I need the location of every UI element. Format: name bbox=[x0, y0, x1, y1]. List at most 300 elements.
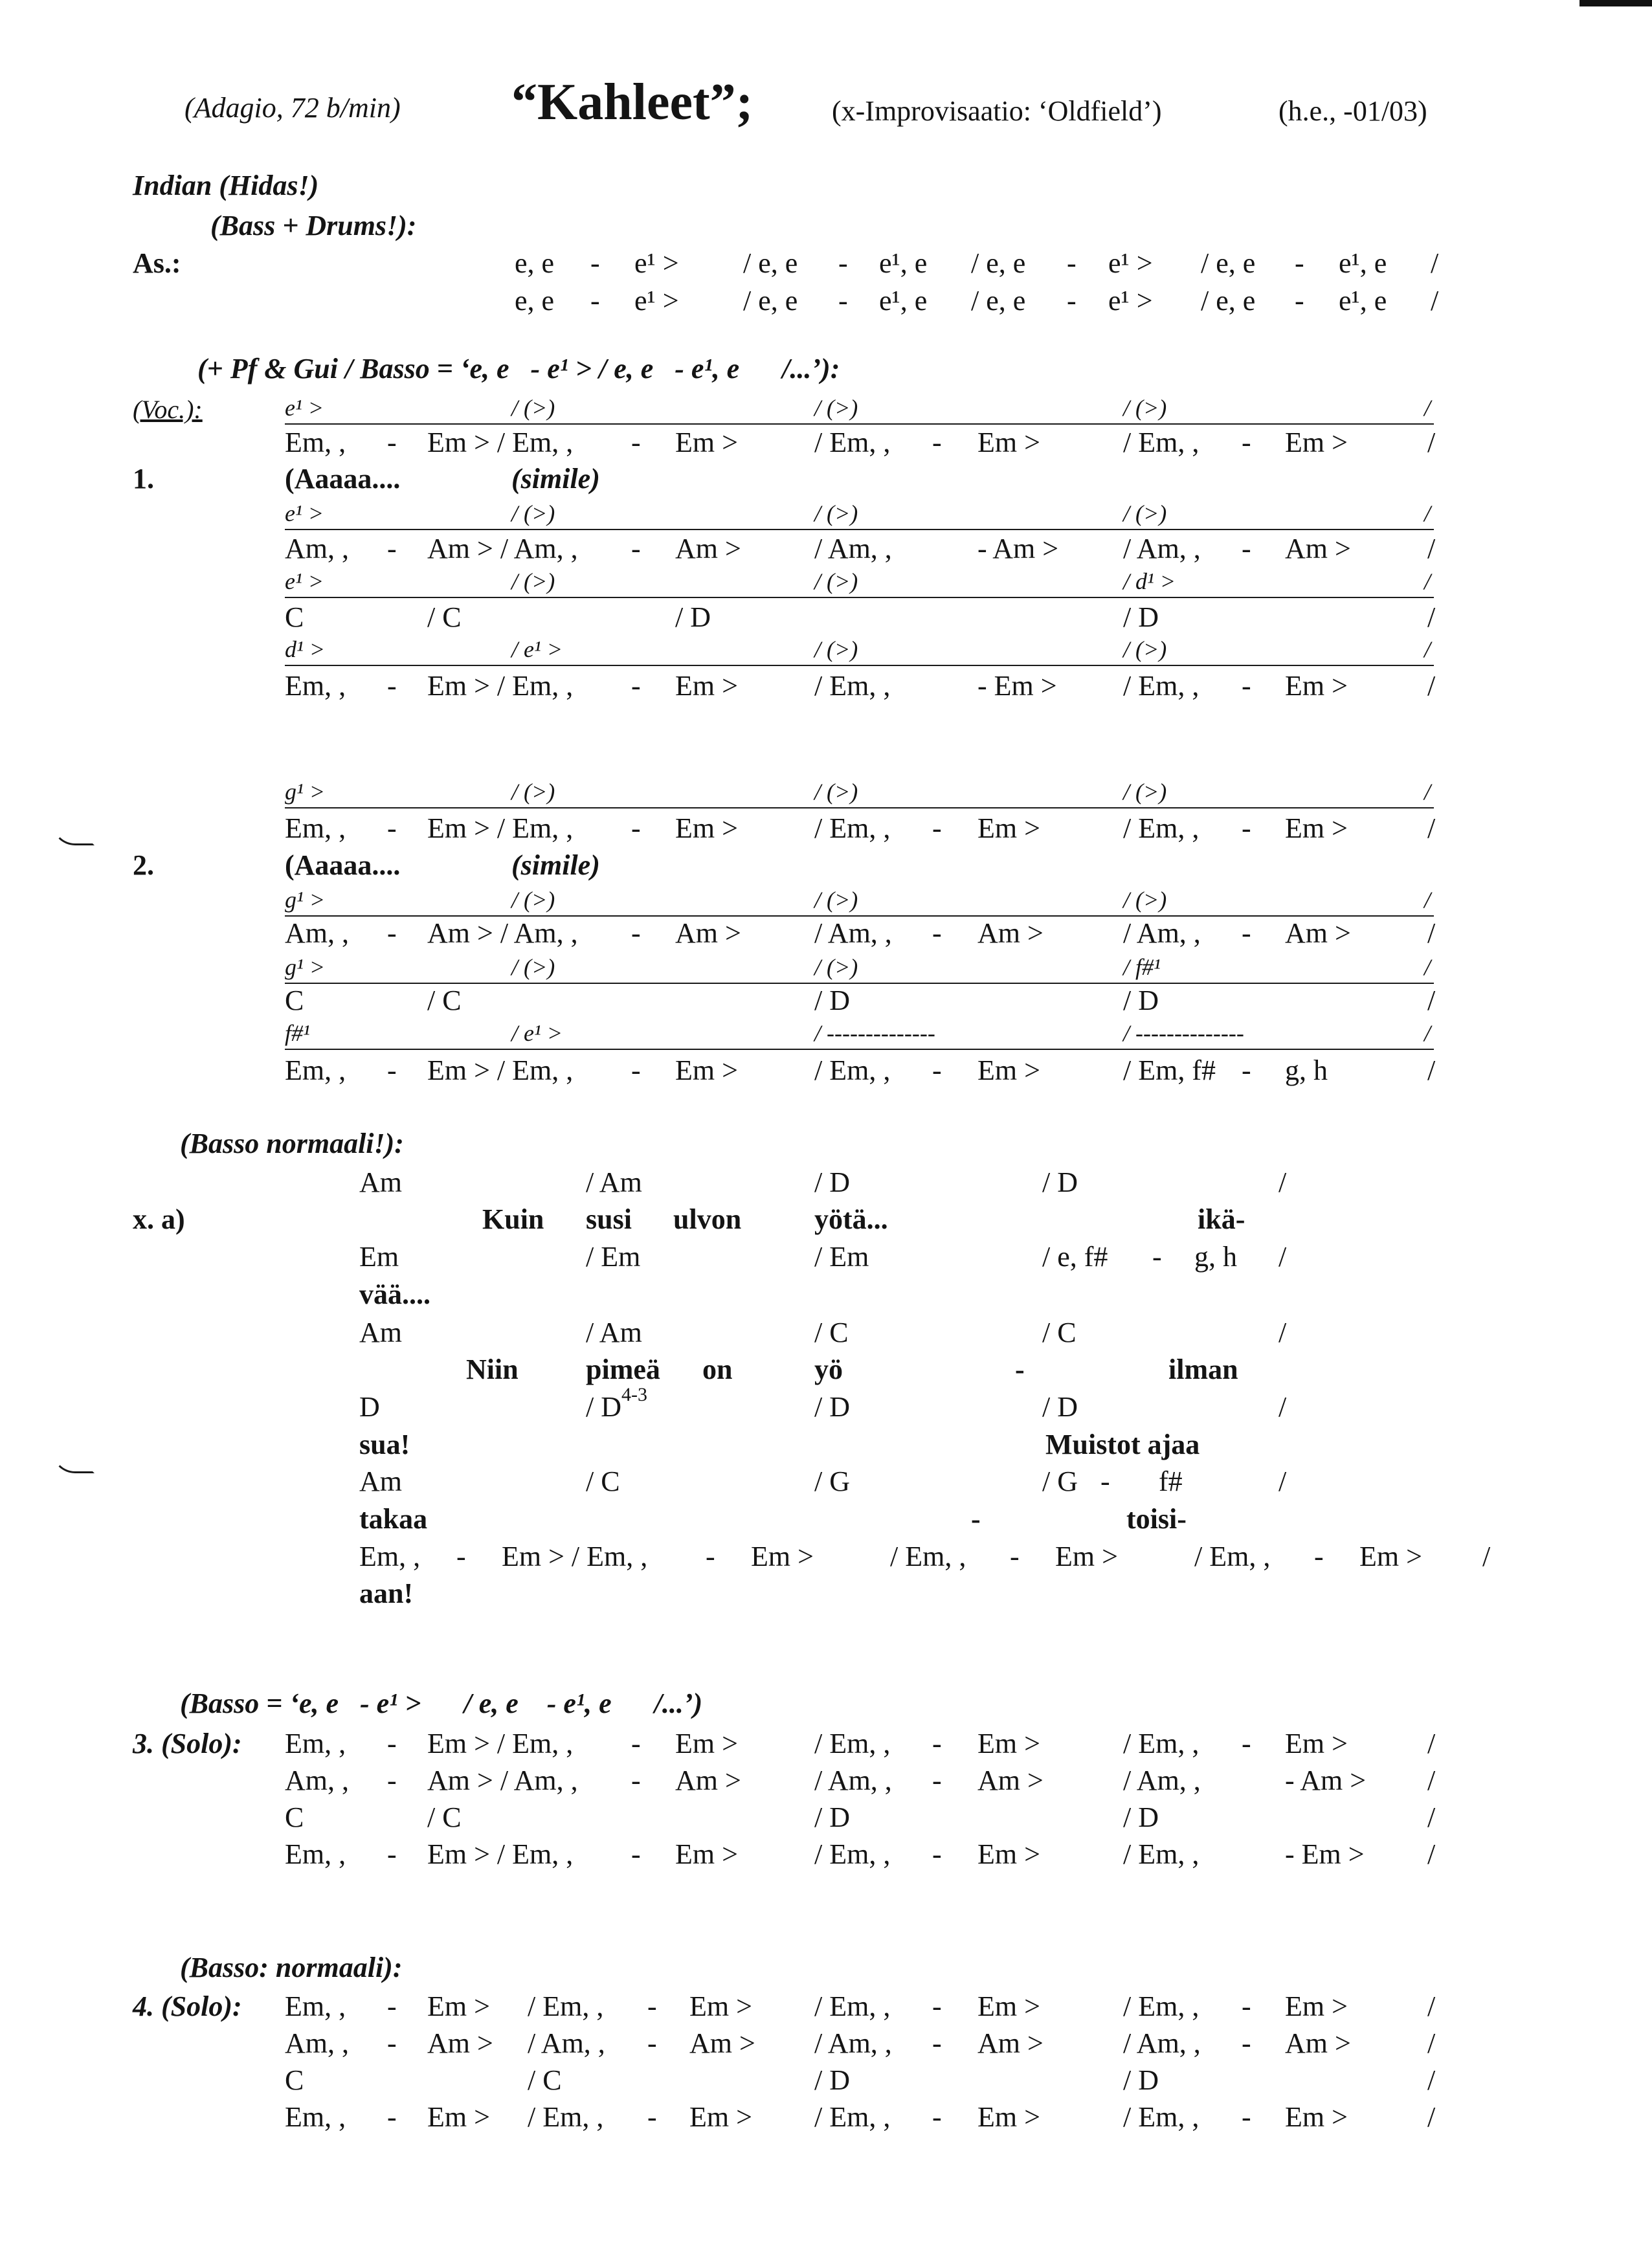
chord-cell: / Am, , bbox=[814, 1765, 892, 1796]
chord-cell: / Am, , bbox=[1123, 533, 1201, 564]
lyric-word: pimeä bbox=[586, 1354, 660, 1385]
bass-pattern-cell: / e, e bbox=[1201, 285, 1256, 317]
chord-cell: Em > bbox=[751, 1541, 814, 1572]
chord-cell: / Em, , bbox=[814, 670, 891, 702]
scan-edge bbox=[1579, 0, 1652, 6]
voc-note: / e¹ > bbox=[511, 1020, 563, 1046]
chord-cell: / C bbox=[586, 1466, 620, 1497]
chord-cell: - bbox=[932, 1990, 942, 2022]
chord-cell: - Em > bbox=[1285, 1838, 1365, 1870]
chord-cell: - bbox=[1152, 1241, 1162, 1273]
chord-cell: / Em, , bbox=[1123, 812, 1200, 844]
chord-cell: Am > bbox=[1285, 2027, 1351, 2059]
chord-cell: - bbox=[387, 812, 397, 844]
chord-cell: / C bbox=[1042, 1317, 1077, 1348]
bass-pattern-cell: e¹, e bbox=[1339, 247, 1387, 279]
chord-cell: Am bbox=[359, 1317, 402, 1348]
margin-mark bbox=[52, 1450, 95, 1473]
bass-pattern-cell: / e, e bbox=[971, 247, 1026, 279]
chord-cell: Em > bbox=[1285, 1728, 1348, 1759]
chord-cell: / bbox=[1427, 670, 1436, 702]
chord-cell: / bbox=[1427, 917, 1436, 949]
chord-cell: / Em, f# bbox=[1123, 1054, 1216, 1086]
staff-line bbox=[285, 983, 1434, 984]
chord-cell: - bbox=[456, 1541, 466, 1572]
lyric-word: - bbox=[971, 1503, 981, 1535]
chord-cell: - bbox=[1242, 1054, 1251, 1086]
chord-cell: / Am bbox=[586, 1166, 642, 1198]
lyric-word: ikä- bbox=[1198, 1203, 1245, 1235]
voc-note: f#¹ bbox=[285, 1020, 310, 1046]
chord-cell: / C bbox=[814, 1317, 849, 1348]
chord-cell: / Em, , bbox=[528, 2101, 604, 2133]
voc-note: / (>) bbox=[1123, 636, 1167, 662]
voc-note: e¹ > bbox=[285, 395, 324, 421]
chord-cell: - bbox=[1242, 1728, 1251, 1759]
chord-cell: - Em > bbox=[977, 670, 1057, 702]
chord-cell: / Em, , bbox=[528, 1990, 604, 2022]
chord-cell: / D bbox=[814, 985, 850, 1016]
chord-cell: - bbox=[1242, 670, 1251, 702]
chord-cell: / Em, , bbox=[1123, 2101, 1200, 2133]
chord-cell: - bbox=[387, 1990, 397, 2022]
chord-cell: / Em, , bbox=[814, 1054, 891, 1086]
staff-line bbox=[285, 597, 1434, 598]
chord-cell: / D bbox=[675, 601, 711, 633]
chord-cell: Em > bbox=[675, 670, 738, 702]
chord-cell: Am bbox=[359, 1166, 402, 1198]
chord-cell: Am > bbox=[977, 2027, 1044, 2059]
chord-cell: Em > bbox=[675, 812, 738, 844]
bass-pattern-cell: - bbox=[1295, 285, 1304, 317]
chord-cell: / bbox=[1427, 1765, 1436, 1796]
voc-note: / (>) bbox=[814, 954, 858, 980]
chord-cell: / Am, , bbox=[814, 533, 892, 564]
chord-cell: Am > bbox=[675, 533, 741, 564]
lyric-word: ulvon bbox=[673, 1203, 742, 1235]
lyric-word: - bbox=[1015, 1354, 1025, 1385]
section4-label: 4. (Solo): bbox=[133, 1990, 242, 2022]
bass-pattern-cell: e, e bbox=[515, 285, 555, 317]
chord-cell: - bbox=[631, 1054, 641, 1086]
chord-cell: Am > / Am, , bbox=[427, 917, 578, 949]
chord-cell: - bbox=[1242, 427, 1251, 458]
voc-note: d¹ > bbox=[285, 636, 326, 662]
chord-cell: - bbox=[932, 1838, 942, 1870]
chord-cell: Em > / Em, , bbox=[427, 1838, 574, 1870]
chord-cell: Em, , bbox=[285, 1838, 346, 1870]
chord-cell: / G bbox=[814, 1466, 850, 1497]
chord-cell: Em, , bbox=[285, 1728, 346, 1759]
chord-cell: - bbox=[932, 917, 942, 949]
voc-note: / (>) bbox=[511, 887, 555, 913]
chord-cell: / bbox=[1278, 1317, 1287, 1348]
bass-pattern-cell: e¹, e bbox=[1339, 285, 1387, 317]
lyric-word: Niin bbox=[466, 1354, 519, 1385]
voc-note: / (>) bbox=[814, 779, 858, 805]
sectionx-label: x. a) bbox=[133, 1203, 185, 1235]
chord-cell: Em > / Em, , bbox=[427, 1728, 574, 1759]
chord-cell: / Am bbox=[586, 1317, 642, 1348]
lyric-word: ilman bbox=[1168, 1354, 1238, 1385]
chord-cell: / bbox=[1278, 1466, 1287, 1497]
voc-note: / (>) bbox=[1123, 779, 1167, 805]
chord-cell: / bbox=[1427, 601, 1436, 633]
chord-cell: C bbox=[285, 1801, 304, 1833]
chord-cell: - bbox=[647, 1990, 657, 2022]
bass-pattern-cell: - bbox=[838, 247, 848, 279]
chord-cell: - bbox=[1242, 533, 1251, 564]
voc-note: / bbox=[1424, 887, 1431, 913]
chord-cell: Am > bbox=[977, 1765, 1044, 1796]
chord-cell: / D bbox=[814, 1391, 850, 1423]
bass-pattern-cell: e¹ > bbox=[634, 247, 679, 279]
chord-cell: - bbox=[1242, 917, 1251, 949]
chord-cell: Em > bbox=[427, 1990, 490, 2022]
chord-cell: / bbox=[1427, 427, 1436, 458]
chord-cell: Em > / Em, , bbox=[427, 1054, 574, 1086]
chord-cell: Em bbox=[359, 1241, 399, 1273]
chord-cell: - bbox=[1010, 1541, 1020, 1572]
chord-cell: / Am, , bbox=[1123, 2027, 1201, 2059]
chord-cell: / Am, , bbox=[528, 2027, 605, 2059]
chord-cell: Em > bbox=[1055, 1541, 1118, 1572]
chord-cell: / bbox=[1427, 2027, 1436, 2059]
chord-cell: / D bbox=[814, 2064, 850, 2096]
chord-cell: Em > bbox=[689, 1990, 752, 2022]
chord-cell: Am > bbox=[1285, 917, 1351, 949]
chord-cell: - bbox=[932, 1054, 942, 1086]
chord-cell: Am > bbox=[977, 917, 1044, 949]
chord-cell: / bbox=[1427, 1801, 1436, 1833]
bass-pattern-cell: e¹ > bbox=[634, 285, 679, 317]
voc-note: / (>) bbox=[511, 568, 555, 594]
chord-cell: Em > bbox=[1285, 812, 1348, 844]
voc-note: / f#¹ bbox=[1123, 954, 1161, 980]
chord-cell: / Em bbox=[586, 1241, 641, 1273]
bass-pattern-cell: - bbox=[590, 285, 600, 317]
chord-cell: - bbox=[932, 1765, 942, 1796]
chord-cell: Em > bbox=[675, 1054, 738, 1086]
chord-cell: - bbox=[387, 533, 397, 564]
chord-cell: / Em, , bbox=[1194, 1541, 1271, 1572]
voc-note: / bbox=[1424, 500, 1431, 526]
voc-note: / -------------- bbox=[814, 1020, 935, 1046]
chord-cell: - bbox=[387, 917, 397, 949]
chord-cell: / Em, , bbox=[1123, 1728, 1200, 1759]
chord-cell: / G bbox=[1042, 1466, 1078, 1497]
chord-cell: Em > bbox=[977, 1054, 1040, 1086]
chord-cell: / Em, , bbox=[1123, 1838, 1200, 1870]
chord-cell: - bbox=[631, 1838, 641, 1870]
voc-note: / (>) bbox=[814, 500, 858, 526]
voc-note: / bbox=[1424, 779, 1431, 805]
chord-cell: - bbox=[387, 2027, 397, 2059]
section2-aaa: (Aaaaa.... bbox=[285, 849, 401, 881]
bass-pattern-cell: e, e bbox=[515, 247, 555, 279]
chord-cell: - bbox=[1242, 812, 1251, 844]
chord-cell: Em > bbox=[1285, 670, 1348, 702]
chord-cell: / bbox=[1427, 812, 1436, 844]
chord-cell: - bbox=[647, 2027, 657, 2059]
chord-cell: Em > / Em, , bbox=[427, 812, 574, 844]
voc-note: / (>) bbox=[814, 636, 858, 662]
author-date: (h.e., -01/03) bbox=[1278, 95, 1427, 127]
voc-note: / bbox=[1424, 954, 1431, 980]
chord-cell: - bbox=[1242, 2101, 1251, 2133]
chord-cell: / Em, , bbox=[1123, 427, 1200, 458]
chord-cell: / bbox=[1427, 1054, 1436, 1086]
chord-cell: - bbox=[631, 670, 641, 702]
lyric-word: yötä... bbox=[814, 1203, 888, 1235]
voc-note: / (>) bbox=[511, 954, 555, 980]
staff-line bbox=[285, 665, 1434, 666]
voc-note: / (>) bbox=[814, 395, 858, 421]
chord-cell: - bbox=[387, 1054, 397, 1086]
lyric-word: aan! bbox=[359, 1577, 414, 1609]
chord-cell: Em > bbox=[1285, 427, 1348, 458]
chord-cell: Em > bbox=[1285, 1990, 1348, 2022]
chord-cell: / bbox=[1427, 2101, 1436, 2133]
bass-pattern-cell: - bbox=[1067, 285, 1077, 317]
tempo-marking: (Adagio, 72 b/min) bbox=[184, 92, 401, 124]
voc-note: / bbox=[1424, 636, 1431, 662]
chord-cell: f# bbox=[1159, 1466, 1183, 1497]
chord-cell: / C bbox=[427, 601, 462, 633]
margin-mark bbox=[52, 822, 95, 845]
bass-pattern-cell: / e, e bbox=[743, 247, 798, 279]
chord-cell: / Em, , bbox=[814, 1838, 891, 1870]
chord-cell: - bbox=[387, 1838, 397, 1870]
chord-cell: - bbox=[387, 1728, 397, 1759]
lyric-word: sua! bbox=[359, 1429, 410, 1460]
chord-cell: - bbox=[932, 1728, 942, 1759]
chord-cell: Em > bbox=[977, 1838, 1040, 1870]
bass-pattern-cell: e¹ > bbox=[1108, 285, 1153, 317]
song-title: “Kahleet”; bbox=[511, 74, 753, 131]
chord-cell: Em > / Em, , bbox=[427, 670, 574, 702]
lyric-word: on bbox=[702, 1354, 733, 1385]
staff-line bbox=[285, 1049, 1434, 1050]
lyric-word: yö bbox=[814, 1354, 843, 1385]
chord-cell: Em > bbox=[675, 1728, 738, 1759]
chord-cell: / C bbox=[528, 2064, 562, 2096]
bass-pattern-cell: - bbox=[838, 285, 848, 317]
chord-cell: Em > bbox=[675, 1838, 738, 1870]
chord-cell: - bbox=[932, 2027, 942, 2059]
voc-note: / (>) bbox=[814, 887, 858, 913]
section3-label: 3. (Solo): bbox=[133, 1728, 242, 1759]
chord-cell: Am, , bbox=[285, 533, 349, 564]
as-label: As.: bbox=[133, 247, 181, 279]
section4-heading: (Basso: normaali): bbox=[180, 1952, 403, 1983]
chord-cell: / bbox=[1427, 1728, 1436, 1759]
bass-pattern-cell: / e, e bbox=[743, 285, 798, 317]
chord-cell: C bbox=[285, 601, 304, 633]
intro-instrumentation: (Bass + Drums!): bbox=[210, 210, 417, 241]
chord-cell: Em > / Em, , bbox=[427, 427, 574, 458]
chord-cell: - bbox=[932, 812, 942, 844]
chord-cell: D bbox=[359, 1391, 380, 1423]
chord-cell: Am > bbox=[1285, 533, 1351, 564]
chord-cell: g, h bbox=[1285, 1054, 1328, 1086]
chord-cell: / D bbox=[814, 1166, 850, 1198]
voc-note: / bbox=[1424, 1020, 1431, 1046]
chord-cell: - bbox=[631, 812, 641, 844]
lyric-word: takaa bbox=[359, 1503, 428, 1535]
chord-cell: Am > bbox=[675, 1765, 741, 1796]
section1-number: 1. bbox=[133, 463, 154, 495]
chord-cell: - bbox=[1242, 2027, 1251, 2059]
chord-cell: / Em, , bbox=[814, 427, 891, 458]
bass-pattern-cell: e¹, e bbox=[879, 285, 928, 317]
chord-cell: Em > bbox=[427, 2101, 490, 2133]
chord-cell: - bbox=[1100, 1466, 1110, 1497]
chord-cell: / bbox=[1278, 1241, 1287, 1273]
chord-cell: - bbox=[647, 2101, 657, 2133]
chord-cell: Em, , bbox=[285, 670, 346, 702]
section2-simile: (simile) bbox=[511, 849, 600, 881]
section2-number: 2. bbox=[133, 849, 154, 881]
lyric-word: toisi- bbox=[1126, 1503, 1187, 1535]
lyric-word: vää.... bbox=[359, 1278, 430, 1310]
voc-label: (Voc.): bbox=[133, 395, 203, 424]
staff-line bbox=[285, 423, 1434, 425]
chord-cell: - bbox=[387, 1765, 397, 1796]
chord-cell: / Am, , bbox=[814, 2027, 892, 2059]
staff-line bbox=[285, 915, 1434, 917]
chord-cell: / D bbox=[1123, 2064, 1159, 2096]
chord-cell: / Em, , bbox=[814, 1990, 891, 2022]
chord-cell: - bbox=[932, 2101, 942, 2133]
chord-cell: Am > / Am, , bbox=[427, 1765, 578, 1796]
chord-cell: / Em, , bbox=[1123, 1990, 1200, 2022]
chord-cell: / bbox=[1278, 1391, 1287, 1423]
chord-cell: - bbox=[387, 2101, 397, 2133]
chord-cell: / Em, , bbox=[814, 812, 891, 844]
chord-cell: / D bbox=[586, 1391, 621, 1423]
chord-cell: - bbox=[631, 1765, 641, 1796]
bass-pattern-cell: e¹, e bbox=[879, 247, 928, 279]
chord-cell: Am > bbox=[427, 2027, 493, 2059]
bass-pattern-cell: / bbox=[1431, 247, 1439, 279]
staff-line bbox=[285, 529, 1434, 530]
chord-cell: - Am > bbox=[977, 533, 1059, 564]
chord-cell: / e, f# bbox=[1042, 1241, 1108, 1273]
bass-pattern-cell: / e, e bbox=[1201, 247, 1256, 279]
chord-cell: Em > bbox=[1285, 2101, 1348, 2133]
chord-cell: Em, , bbox=[285, 812, 346, 844]
chord-cell: C bbox=[285, 2064, 304, 2096]
chord-cell: Em, , bbox=[285, 2101, 346, 2133]
chord-cell: Em, , bbox=[285, 1054, 346, 1086]
chord-cell: Em > bbox=[1359, 1541, 1422, 1572]
chord-cell: / bbox=[1427, 2064, 1436, 2096]
chord-cell: / Em, , bbox=[890, 1541, 966, 1572]
chord-cell: Em > / Em, , bbox=[502, 1541, 648, 1572]
chord-cell: - bbox=[631, 427, 641, 458]
chord-cell: / D bbox=[1123, 601, 1159, 633]
chord-cell: Em > bbox=[977, 1990, 1040, 2022]
chord-cell: / D bbox=[1042, 1166, 1078, 1198]
chord-cell: / D bbox=[1123, 985, 1159, 1016]
chord-cell: C bbox=[285, 985, 304, 1016]
section3-heading: (Basso = ‘e, e - e¹ > / e, e - e¹, e /...’) bbox=[180, 1688, 703, 1719]
chord-cell: Em, , bbox=[359, 1541, 421, 1572]
chord-cell: / Am, , bbox=[1123, 917, 1201, 949]
chord-cell: Am > bbox=[689, 2027, 755, 2059]
chord-cell: Em > bbox=[675, 427, 738, 458]
chord-cell: - Am > bbox=[1285, 1765, 1367, 1796]
chord-cell: / Em, , bbox=[814, 1728, 891, 1759]
voc-note: g¹ > bbox=[285, 954, 326, 980]
voc-note: / (>) bbox=[1123, 500, 1167, 526]
voc-note: / (>) bbox=[511, 779, 555, 805]
chord-cell: / D bbox=[1042, 1391, 1078, 1423]
chord-cell: / bbox=[1427, 533, 1436, 564]
voc-note: / d¹ > bbox=[1123, 568, 1176, 594]
chord-cell: / Em bbox=[814, 1241, 869, 1273]
chord-cell: - bbox=[387, 670, 397, 702]
sectionx-heading: (Basso normaali!): bbox=[180, 1128, 404, 1159]
lyric-word: susi bbox=[586, 1203, 632, 1235]
chord-cell: - bbox=[706, 1541, 715, 1572]
chord-cell: Am bbox=[359, 1466, 402, 1497]
chord-cell: Em > bbox=[689, 2101, 752, 2133]
bass-pattern-cell: e¹ > bbox=[1108, 247, 1153, 279]
chord-cell: / D bbox=[814, 1801, 850, 1833]
chord-cell: / C bbox=[427, 1801, 462, 1833]
voc-note: / bbox=[1424, 395, 1431, 421]
chord-cell: Em > bbox=[977, 2101, 1040, 2133]
chord-cell: Am > bbox=[675, 917, 741, 949]
chord-cell: / D bbox=[1123, 1801, 1159, 1833]
chord-cell: - bbox=[387, 427, 397, 458]
chord-cell: / Em, , bbox=[814, 2101, 891, 2133]
chord-cell: - bbox=[631, 1728, 641, 1759]
chord-cell: Am, , bbox=[285, 1765, 349, 1796]
voc-note: g¹ > bbox=[285, 779, 326, 805]
intro-label: Indian (Hidas!) bbox=[133, 170, 319, 201]
lyric-word: Kuin bbox=[482, 1203, 544, 1235]
voc-note: / (>) bbox=[511, 500, 555, 526]
chord-cell: - bbox=[932, 427, 942, 458]
bass-pattern-cell: - bbox=[1295, 247, 1304, 279]
chord-cell: - bbox=[631, 917, 641, 949]
bass-pattern-cell: - bbox=[1067, 247, 1077, 279]
chord-cell: - bbox=[631, 533, 641, 564]
staff-line bbox=[285, 807, 1434, 808]
chord-cell: Em > bbox=[977, 427, 1040, 458]
chord-cell: / Em, , bbox=[1123, 670, 1200, 702]
voc-note: g¹ > bbox=[285, 887, 326, 913]
voc-note: / (>) bbox=[1123, 395, 1167, 421]
chord-cell: Em, , bbox=[285, 427, 346, 458]
chord-cell: / Am, , bbox=[1123, 1765, 1201, 1796]
section1-heading: (+ Pf & Gui / Basso = ‘e, e - e¹ > / e, e - e¹, e /...’): bbox=[197, 353, 840, 385]
chord-cell: / bbox=[1278, 1166, 1287, 1198]
chord-cell: - bbox=[1314, 1541, 1324, 1572]
chord-cell: / C bbox=[427, 985, 462, 1016]
chord-cell: - bbox=[1242, 1990, 1251, 2022]
bass-pattern-cell: / bbox=[1431, 285, 1439, 317]
chord-cell: Am, , bbox=[285, 2027, 349, 2059]
chord-cell: Am > / Am, , bbox=[427, 533, 578, 564]
chord-cell: Em > bbox=[977, 812, 1040, 844]
section1-aaa: (Aaaaa.... bbox=[285, 463, 401, 495]
bass-pattern-cell: - bbox=[590, 247, 600, 279]
chord-cell: Em > bbox=[977, 1728, 1040, 1759]
